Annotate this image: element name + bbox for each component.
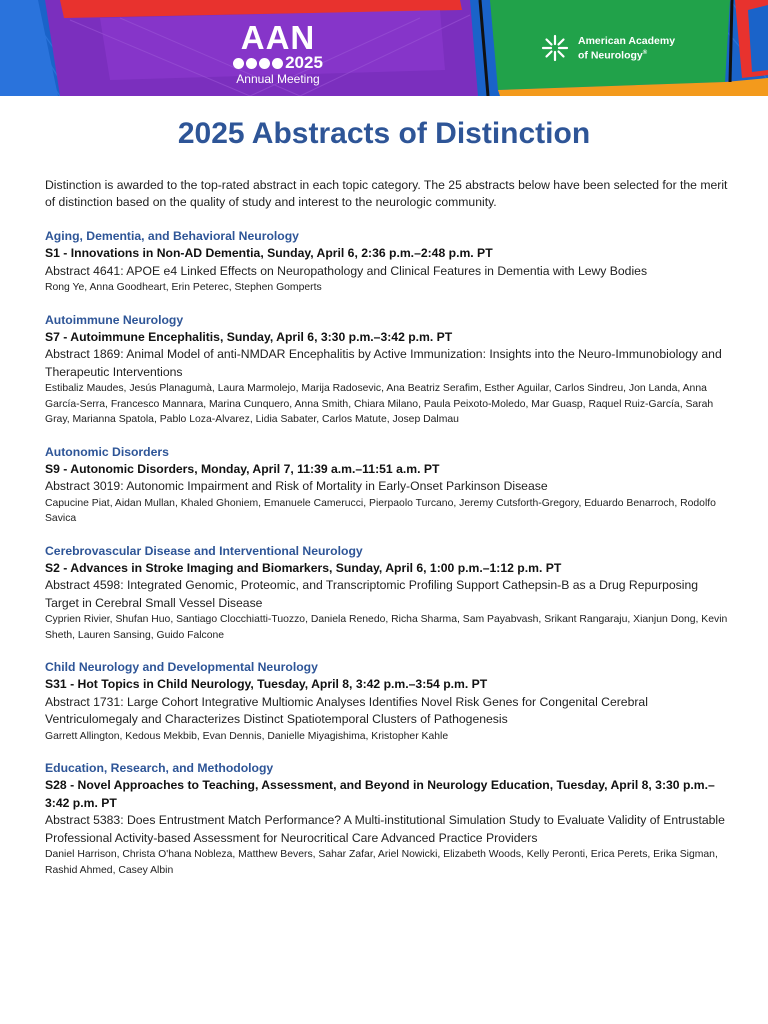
logo-subtitle: Annual Meeting bbox=[236, 72, 320, 86]
logo-year-row bbox=[223, 55, 333, 71]
logo-mark: AAN bbox=[240, 19, 316, 56]
category-heading: Autonomic Disorders bbox=[45, 444, 169, 459]
author-list: Daniel Harrison, Christa O'hana Nobleza, Matthew Bevers, Sahar Zafar, Ariel Nowicki, Elizabeth Woods, Kelly Peronti, Erica Perets, Erika Sigman, Rashid Ahmed, Casey Albin bbox=[45, 849, 718, 876]
author-list: Garrett Allington, Kedous Mekbib, Evan Dennis, Danielle Miyagishima, Kristopher Kahle bbox=[45, 730, 449, 742]
author-list: Estibaliz Maudes, Jesús Planagumà, Laura Marmolejo, Marija Radosevic, Ana Beatriz Serafim, Esther Aguilar, Carlos Sindreu, Jon Landa, Anna García-Serra, Francesco Mannara, Marina Cunquero, Anna Smith, Chiara Milano, Paula Peixoto-Moledo, Mar Guasp, Raquel Ruiz-García, Sarah Gray, Marianna Spatola, Pablo Loza-Alvarez, Lidia Sabater, Carlos Matute, Josep Dalmau bbox=[45, 383, 714, 425]
abstract-title: Abstract 5383: Does Entrustment Match Performance? A Multi-institutional Simulation Study to Evaluate Validity of Entrustable Professional Activity-based Assessment for Neurocritical Care Advanced Practice Providers bbox=[45, 813, 725, 845]
category-heading: Child Neurology and Developmental Neurology bbox=[45, 660, 318, 674]
section-autoimmune bbox=[45, 312, 730, 428]
author-list: Capucine Piat, Aidan Mullan, Khaled Ghoniem, Emanuele Camerucci, Pierpaolo Turcano, Jeremy Cutsforth-Gregory, Eduardo Benarroch, Rodolfo Savica bbox=[45, 497, 716, 524]
page-title: 2025 Abstracts of Distinction bbox=[177, 117, 591, 150]
section-aging-dementia bbox=[45, 228, 730, 296]
session-line: S2 - Advances in Stroke Imaging and Biomarkers, Sunday, April 6, 1:00 p.m.–1:12 p.m. PT bbox=[45, 560, 562, 575]
content bbox=[45, 177, 730, 894]
academy-logo bbox=[540, 30, 700, 66]
session-line: S9 - Autonomic Disorders, Monday, April 7, 11:39 a.m.–11:51 a.m. PT bbox=[45, 461, 440, 476]
academy-line-2-text: of Neurology bbox=[578, 49, 643, 62]
section-cerebrovascular bbox=[45, 543, 730, 644]
session-line: S31 - Hot Topics in Child Neurology, Tuesday, April 8, 3:42 p.m.–3:54 p.m. PT bbox=[45, 677, 488, 691]
abstract-title: Abstract 4598: Integrated Genomic, Proteomic, and Transcriptomic Profiling Support Cathepsin-B as a Drug Repurposing Target in Cerebral Small Vessel Disease bbox=[45, 578, 699, 610]
abstract-title: Abstract 1869: Animal Model of anti-NMDAR Encephalitis by Active Immunization: Insights into the Neuro-Immunobiology and Therapeutic Interventions bbox=[45, 347, 722, 379]
starburst-icon bbox=[540, 33, 570, 63]
author-list: Cyprien Rivier, Shufan Huo, Santiago Clocchiatti-Tuozzo, Daniela Renedo, Richa Sharma, Sam Payabvash, Srikant Rangaraju, Xianjun Dong, Kevin Sheth, Lauren Sansing, Guido Falcone bbox=[45, 614, 728, 641]
author-list: Rong Ye, Anna Goodheart, Erin Peterec, Stephen Gomperts bbox=[45, 282, 322, 293]
logo-year: 2025 bbox=[285, 53, 323, 72]
aan-annual-meeting-logo bbox=[223, 19, 333, 92]
academy-line-1: American Academy bbox=[578, 34, 676, 47]
dots-icon bbox=[233, 58, 283, 69]
session-line: S28 - Novel Approaches to Teaching, Assessment, and Beyond in Neurology Education, Tuesday, April 8, 3:30 p.m.–3:42 p.m. PT bbox=[45, 778, 715, 810]
abstract-title: Abstract 3019: Autonomic Impairment and Risk of Mortality in Early-Onset Parkinson Disease bbox=[45, 479, 548, 493]
intro-paragraph: Distinction is awarded to the top-rated abstract in each topic category. The 25 abstracts below have been selected for the merit of distinction based on the quality of study and interest to the neurologic community. bbox=[45, 178, 728, 209]
category-heading: Education, Research, and Methodology bbox=[45, 761, 274, 775]
session-line: S7 - Autoimmune Encephalitis, Sunday, April 6, 3:30 p.m.–3:42 p.m. PT bbox=[45, 329, 453, 344]
section-child-neurology bbox=[45, 659, 730, 744]
category-heading: Autoimmune Neurology bbox=[45, 312, 184, 327]
registered-mark: ® bbox=[642, 49, 648, 56]
abstract-title: Abstract 1731: Large Cohort Integrative Multiomic Analyses Identifies Novel Risk Genes for Congenital Cerebral Ventriculomegaly and Characterizes Distinct Spatiotemporal Clusters of Pathogenesis bbox=[45, 694, 648, 726]
academy-name bbox=[578, 35, 675, 62]
section-autonomic bbox=[45, 444, 730, 527]
abstract-title: Abstract 4641: APOE e4 Linked Effects on Neuropathology and Clinical Features in Dementia with Lewy Bodies bbox=[45, 263, 648, 278]
section-education-research bbox=[45, 760, 730, 878]
category-heading: Cerebrovascular Disease and Interventional Neurology bbox=[45, 543, 363, 558]
academy-line-2 bbox=[578, 47, 675, 62]
session-line: S1 - Innovations in Non-AD Dementia, Sunday, April 6, 2:36 p.m.–2:48 p.m. PT bbox=[45, 246, 493, 260]
header-banner bbox=[0, 0, 768, 96]
category-heading: Aging, Dementia, and Behavioral Neurology bbox=[45, 229, 299, 243]
